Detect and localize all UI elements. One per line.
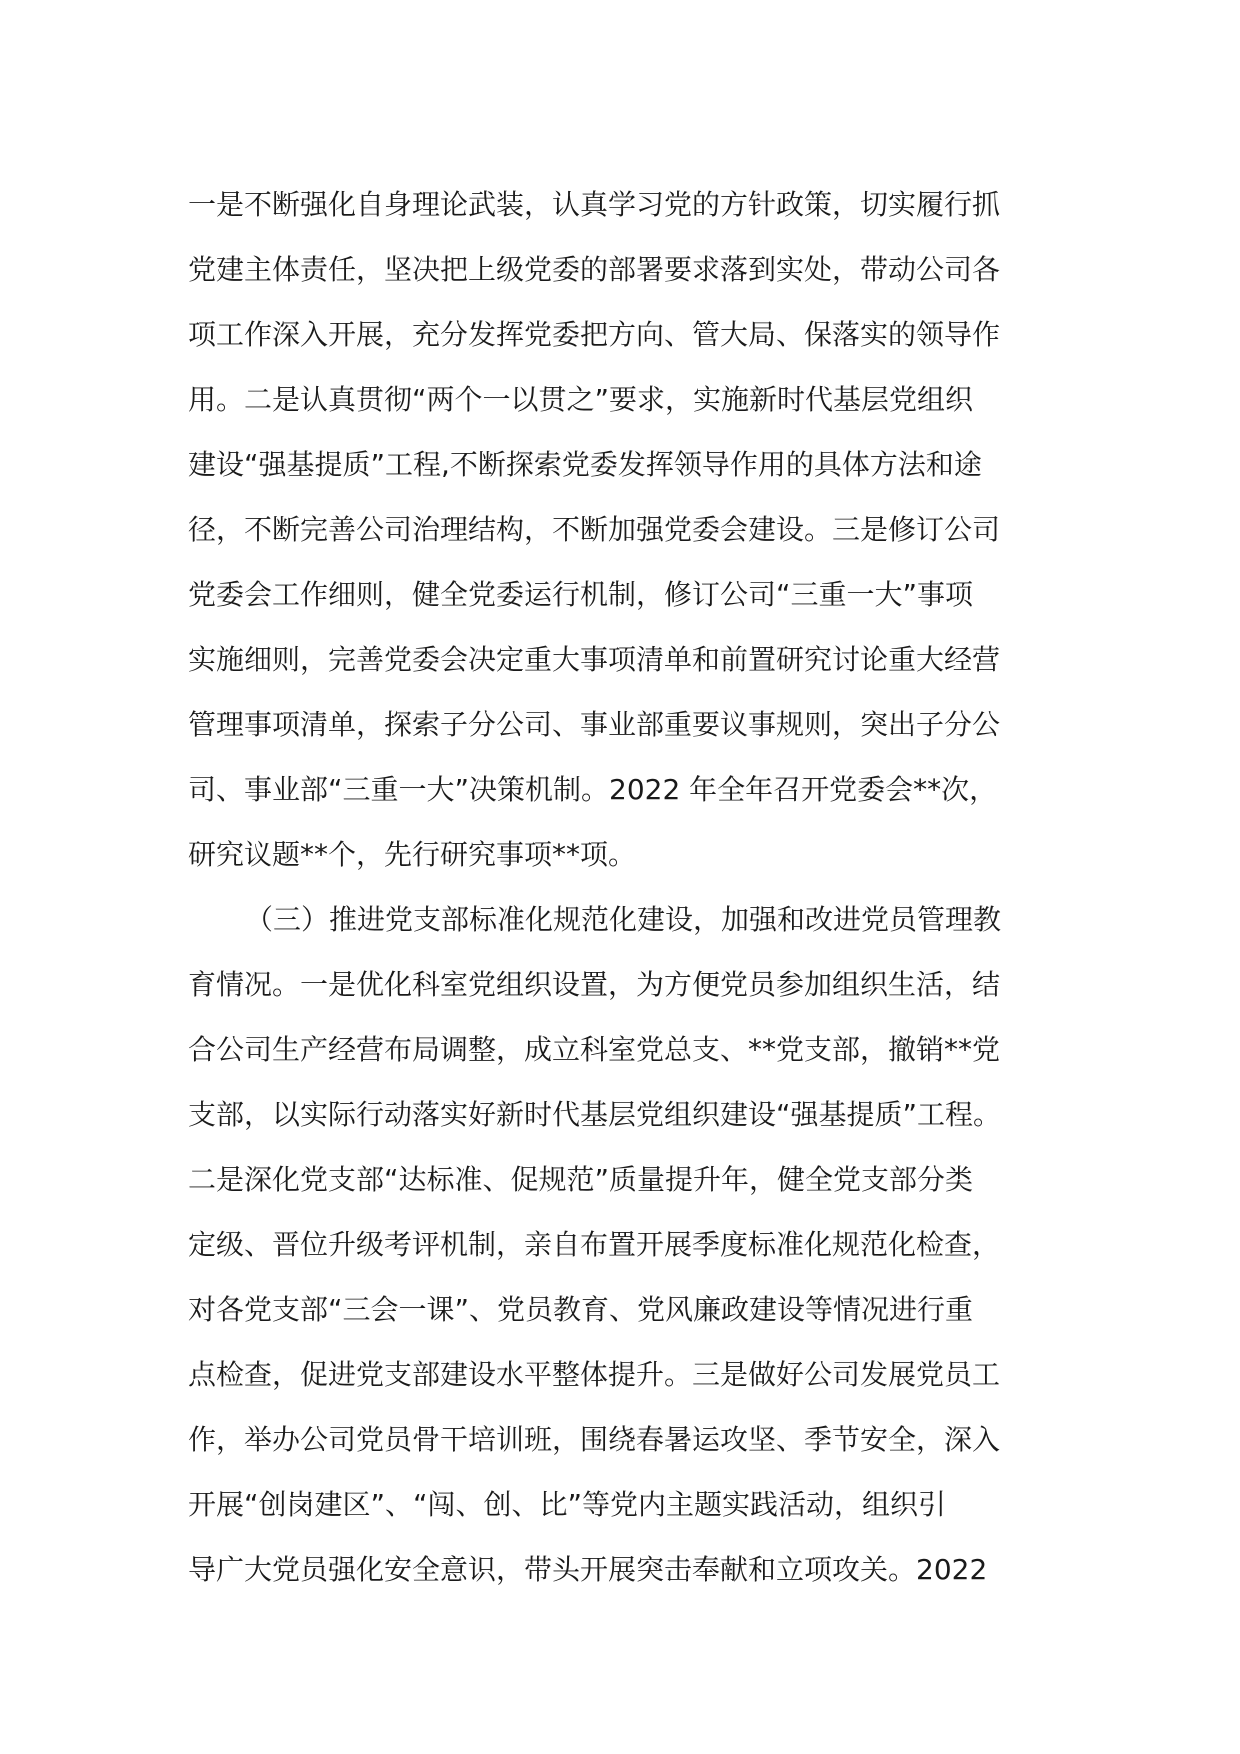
text-line: 定级、晋位升级考评机制，亲自布置开展季度标准化规范化检查， bbox=[188, 1228, 1001, 1261]
text-line: 作，举办公司党员骨干培训班，围绕春暑运攻坚、季节安全，深入 bbox=[188, 1423, 1001, 1456]
paragraph bbox=[188, 887, 1088, 1602]
text-line: 党委会工作细则，健全党委运行机制，修订公司“三重一大”事项 bbox=[188, 578, 974, 611]
text-line: 二是深化党支部“达标准、促规范”质量提升年，健全党支部分类 bbox=[188, 1163, 974, 1196]
text-line: 开展“创岗建区”、“闯、创、比”等党内主题实践活动，组织引 bbox=[188, 1488, 947, 1521]
text-line: 司、事业部“三重一大”决策机制。2022 年全年召开党委会**次， bbox=[188, 773, 998, 806]
text-line: 点检查，促进党支部建设水平整体提升。三是做好公司发展党员工 bbox=[188, 1358, 1001, 1391]
text-line: 合公司生产经营布局调整，成立科室党总支、**党支部，撤销**党 bbox=[188, 1033, 1001, 1066]
text-line: 用。二是认真贯彻“两个一以贯之”要求，实施新时代基层党组织 bbox=[188, 383, 974, 416]
text-line: 研究议题**个，先行研究事项**项。 bbox=[188, 838, 637, 871]
text-line: 一是不断强化自身理论武装，认真学习党的方针政策，切实履行抓 bbox=[188, 188, 1001, 221]
text-line: 党建主体责任，坚决把上级党委的部署要求落到实处，带动公司各 bbox=[188, 253, 1001, 286]
text-line: 育情况。一是优化科室党组织设置，为方便党员参加组织生活，结 bbox=[188, 968, 1001, 1001]
text-line: （三）推进党支部标准化规范化建设，加强和改进党员管理教 bbox=[245, 903, 1002, 936]
text-line: 建设“强基提质”工程,不断探索党委发挥领导作用的具体方法和途 bbox=[188, 448, 982, 481]
paragraph bbox=[188, 172, 1088, 887]
text-line: 支部，以实际行动落实好新时代基层党组织建设“强基提质”工程。 bbox=[188, 1098, 1002, 1131]
text-line: 管理事项清单，探索子分公司、事业部重要议事规则，突出子分公 bbox=[188, 708, 1001, 741]
text-line: 实施细则，完善党委会决定重大事项清单和前置研究讨论重大经营 bbox=[188, 643, 1001, 676]
document-body bbox=[188, 172, 1088, 1602]
text-line: 导广大党员强化安全意识，带头开展突击奉献和立项攻关。2022 bbox=[188, 1553, 988, 1586]
text-line: 径，不断完善公司治理结构，不断加强党委会建设。三是修订公司 bbox=[188, 513, 1001, 546]
text-line: 项工作深入开展，充分发挥党委把方向、管大局、保落实的领导作 bbox=[188, 318, 1001, 351]
text-line: 对各党支部“三会一课”、党员教育、党风廉政建设等情况进行重 bbox=[188, 1293, 974, 1326]
